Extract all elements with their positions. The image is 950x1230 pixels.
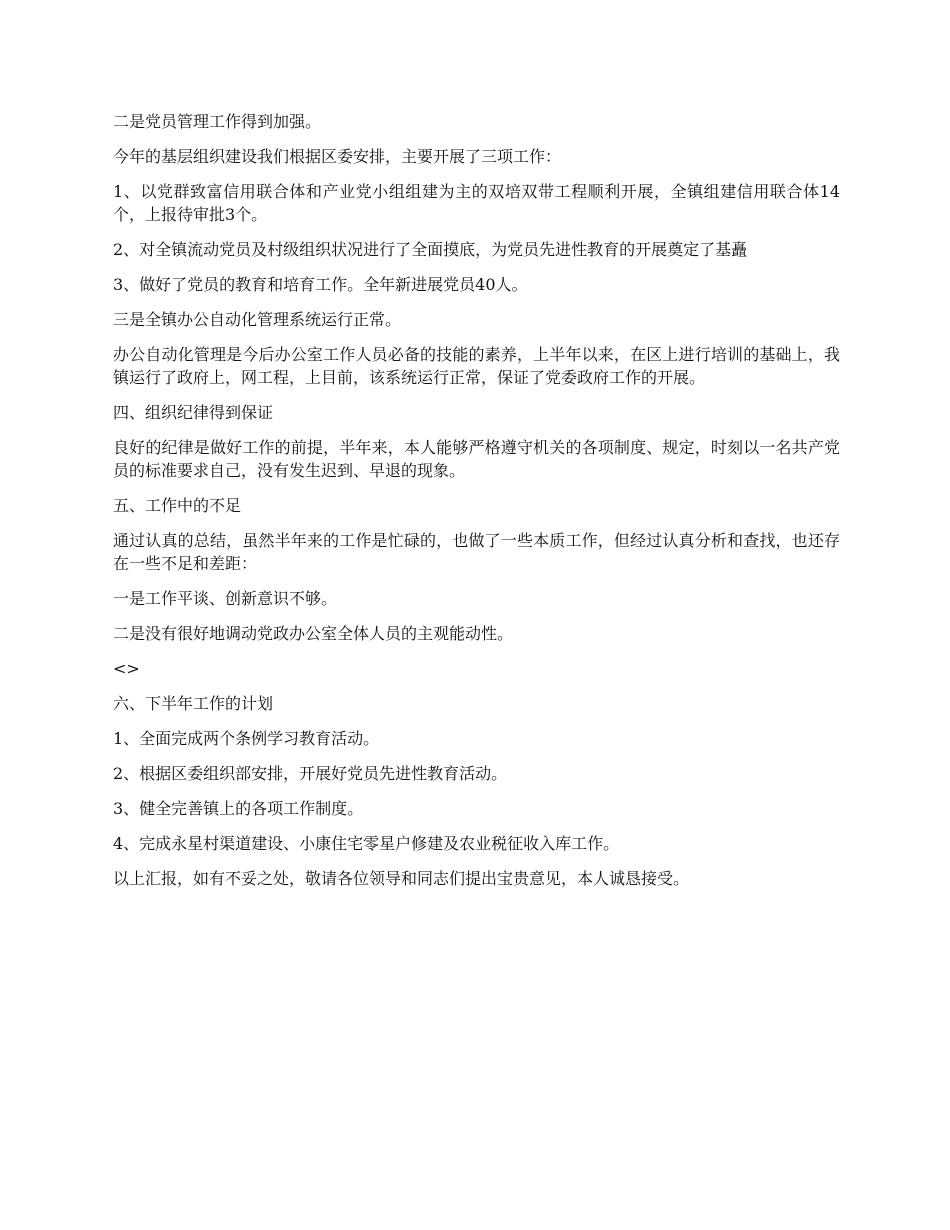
paragraph: 三是全镇办公自动化管理系统运行正常。	[113, 310, 402, 329]
paragraph: 二是没有很好地调动党政办公室全体人员的主观能动性。	[113, 624, 514, 643]
paragraph: 良好的纪律是做好工作的前提，半年来，本人能够严格遵守机关的各项制度、规定，时刻以一名共产党员的标准要求自己，没有发生迟到、早退的现象。	[113, 438, 840, 480]
paragraph: 通过认真的总结，虽然半年来的工作是忙碌的，也做了一些本质工作，但经过认真分析和查找，也还存在一些不足和差距：	[113, 531, 840, 573]
paragraph: 1、全面完成两个条例学习教育活动。	[113, 729, 380, 748]
section-heading: 六、下半年工作的计划	[113, 694, 274, 713]
paragraph: 一是工作平谈、创新意识不够。	[113, 589, 338, 608]
paragraph: 3、做好了党员的教育和培育工作。全年新进展党员40人。	[113, 275, 528, 294]
paragraph: 1、以党群致富信用联合体和产业党小组组建为主的双培双带工程顺利开展，全镇组建信用联合体14个，上报待审批3个。	[113, 182, 840, 224]
document-body	[113, 110, 840, 890]
section-heading: 四、组织纪律得到保证	[113, 403, 274, 422]
section-heading: 五、工作中的不足	[113, 496, 242, 515]
paragraph: 办公自动化管理是今后办公室工作人员必备的技能的素养，上半年以来，在区上进行培训的基础上，我镇运行了政府上，网工程，上目前，该系统运行正常，保证了党委政府工作的开展。	[113, 345, 840, 387]
paragraph: <>	[113, 659, 140, 678]
paragraph: 二是党员管理工作得到加强。	[113, 112, 322, 131]
paragraph: 今年的基层组织建设我们根据区委安排，主要开展了三项工作：	[113, 147, 562, 166]
paragraph: 2、对全镇流动党员及村级组织状况进行了全面摸底，为党员先进性教育的开展奠定了基矗	[113, 240, 748, 259]
paragraph: 4、完成永星村渠道建设、小康住宅零星户修建及农业税征收入库工作。	[113, 834, 620, 853]
paragraph: 以上汇报，如有不妥之处，敬请各位领导和同志们提出宝贵意见，本人诚恳接受。	[113, 869, 690, 888]
paragraph: 2、根据区委组织部安排，开展好党员先进性教育活动。	[113, 764, 508, 783]
paragraph: 3、健全完善镇上的各项工作制度。	[113, 799, 364, 818]
